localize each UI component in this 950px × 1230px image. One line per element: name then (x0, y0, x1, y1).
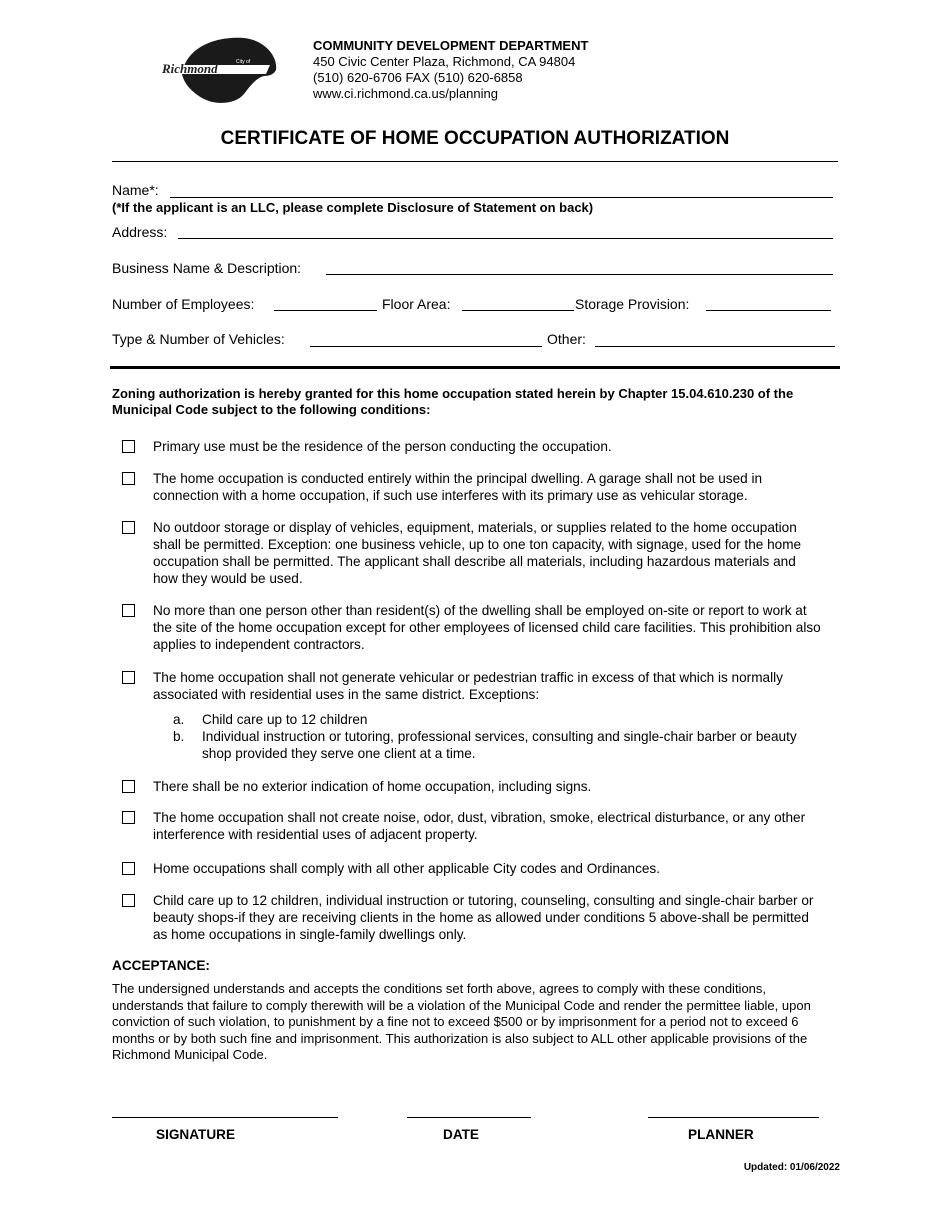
condition-checkbox[interactable] (122, 472, 135, 485)
condition-text: No more than one person other than resident(s) of the dwelling shall be employed on-site or report to work at the site of the home occupation except for other employees of licensed child care facilities. This prohibition also applies to independent contractors. (153, 603, 821, 652)
other-field[interactable] (595, 346, 835, 347)
employees-field[interactable] (274, 310, 377, 311)
floor-area-label: Floor Area: (382, 296, 451, 312)
other-label: Other: (547, 331, 586, 347)
page-title: CERTIFICATE OF HOME OCCUPATION AUTHORIZATION (220, 128, 730, 149)
department-name: COMMUNITY DEVELOPMENT DEPARTMENT (313, 38, 589, 53)
logo-small-text: City of (236, 59, 251, 65)
address-field[interactable] (178, 238, 833, 239)
condition-text: Primary use must be the residence of the person conducting the occupation. (153, 439, 612, 454)
exception-text: Individual instruction or tutoring, professional services, consulting and single-chair barber or beauty shop provided they serve one client at a time. (202, 729, 797, 761)
exception-letter: b. (173, 729, 185, 744)
business-field[interactable] (326, 274, 833, 275)
signature-line[interactable] (112, 1117, 338, 1118)
condition-text: There shall be no exterior indication of home occupation, including signs. (153, 779, 592, 794)
title-rule (112, 161, 838, 162)
condition-checkbox[interactable] (122, 780, 135, 793)
exception-text: Child care up to 12 children (202, 712, 368, 727)
department-info (313, 38, 588, 102)
updated-date: Updated: 01/06/2022 (743, 1162, 840, 1173)
condition-text: The home occupation is conducted entirely within the principal dwelling. A garage shall not be used in connection with a home occupation, if such use interferes with its primary use as vehicular storage. (153, 471, 763, 503)
acceptance-heading: ACCEPTANCE: (112, 958, 210, 973)
condition-checkbox[interactable] (122, 894, 135, 907)
condition-text: Child care up to 12 children, individual instruction or tutoring, counseling, consulting and single-chair barber or beauty shops-if they are receiving clients in the home as allowed under conditions 5 above-shall be permitted as home occupations in single-family dwellings only. (153, 893, 814, 942)
employees-label: Number of Employees: (112, 296, 255, 312)
storage-field[interactable] (706, 310, 831, 311)
planner-line[interactable] (648, 1117, 819, 1118)
condition-checkbox[interactable] (122, 862, 135, 875)
business-label: Business Name & Description: (112, 260, 302, 276)
department-phone: (510) 620-6706 FAX (510) 620-6858 (313, 70, 523, 85)
address-label: Address: (112, 224, 168, 240)
condition-text: The home occupation shall not generate vehicular or pedestrian traffic in excess of that which is normally associated with residential uses in the same district. Exceptions: (153, 670, 783, 702)
planner-label: PLANNER (688, 1127, 754, 1142)
vehicles-label: Type & Number of Vehicles: (112, 331, 285, 347)
condition-checkbox[interactable] (122, 440, 135, 453)
acceptance-text: The undersigned understands and accepts the conditions set forth above, agrees to comply with these conditions, understands that failure to comply therewith will be a violation of the Municipal Code and render the permittee liable, upon conviction of such violation, to punishment by a fine not to exceed $500 or by imprisonment for a period not to exceed 6 months or by both such fine and imprisonment. This authorization is also subject to ALL other applicable provisions of the Richmond Municipal Code. (112, 981, 811, 1062)
llc-note: (*If the applicant is an LLC, please complete Disclosure of Statement on back) (112, 200, 594, 215)
logo-wordmark: Richmond (162, 61, 218, 76)
vehicles-field[interactable] (310, 346, 542, 347)
condition-checkbox[interactable] (122, 811, 135, 824)
condition-checkbox[interactable] (122, 671, 135, 684)
department-website: www.ci.richmond.ca.us/planning (313, 86, 498, 101)
condition-text: No outdoor storage or display of vehicles, equipment, materials, or supplies related to the home occupation shall be permitted. Exception: one business vehicle, up to one ton capacity, with signage, used for the home occupation shall be permitted. The applicant shall describe all materials, including hazardous materials and how they would be used. (153, 520, 802, 586)
signature-label: SIGNATURE (156, 1127, 236, 1142)
city-logo (152, 34, 280, 106)
name-label: Name*: (112, 182, 159, 198)
date-line[interactable] (407, 1117, 531, 1118)
department-address: 450 Civic Center Plaza, Richmond, CA 94804 (313, 54, 576, 69)
condition-text: Home occupations shall comply with all other applicable City codes and Ordinances. (153, 861, 661, 876)
section-rule (110, 366, 840, 369)
floor-area-field[interactable] (462, 310, 574, 311)
storage-label: Storage Provision: (575, 296, 690, 312)
condition-checkbox[interactable] (122, 521, 135, 534)
condition-text: The home occupation shall not create noise, odor, dust, vibration, smoke, electrical disturbance, or any other interference with residential uses of adjacent property. (153, 810, 806, 842)
name-field[interactable] (170, 197, 833, 198)
exception-letter: a. (173, 712, 185, 727)
condition-checkbox[interactable] (122, 604, 135, 617)
conditions-intro: Zoning authorization is hereby granted for this home occupation stated herein by Chapter 15.04.610.230 of the Municipal Code subject to the following conditions: (112, 386, 794, 417)
date-label: DATE (443, 1127, 479, 1142)
